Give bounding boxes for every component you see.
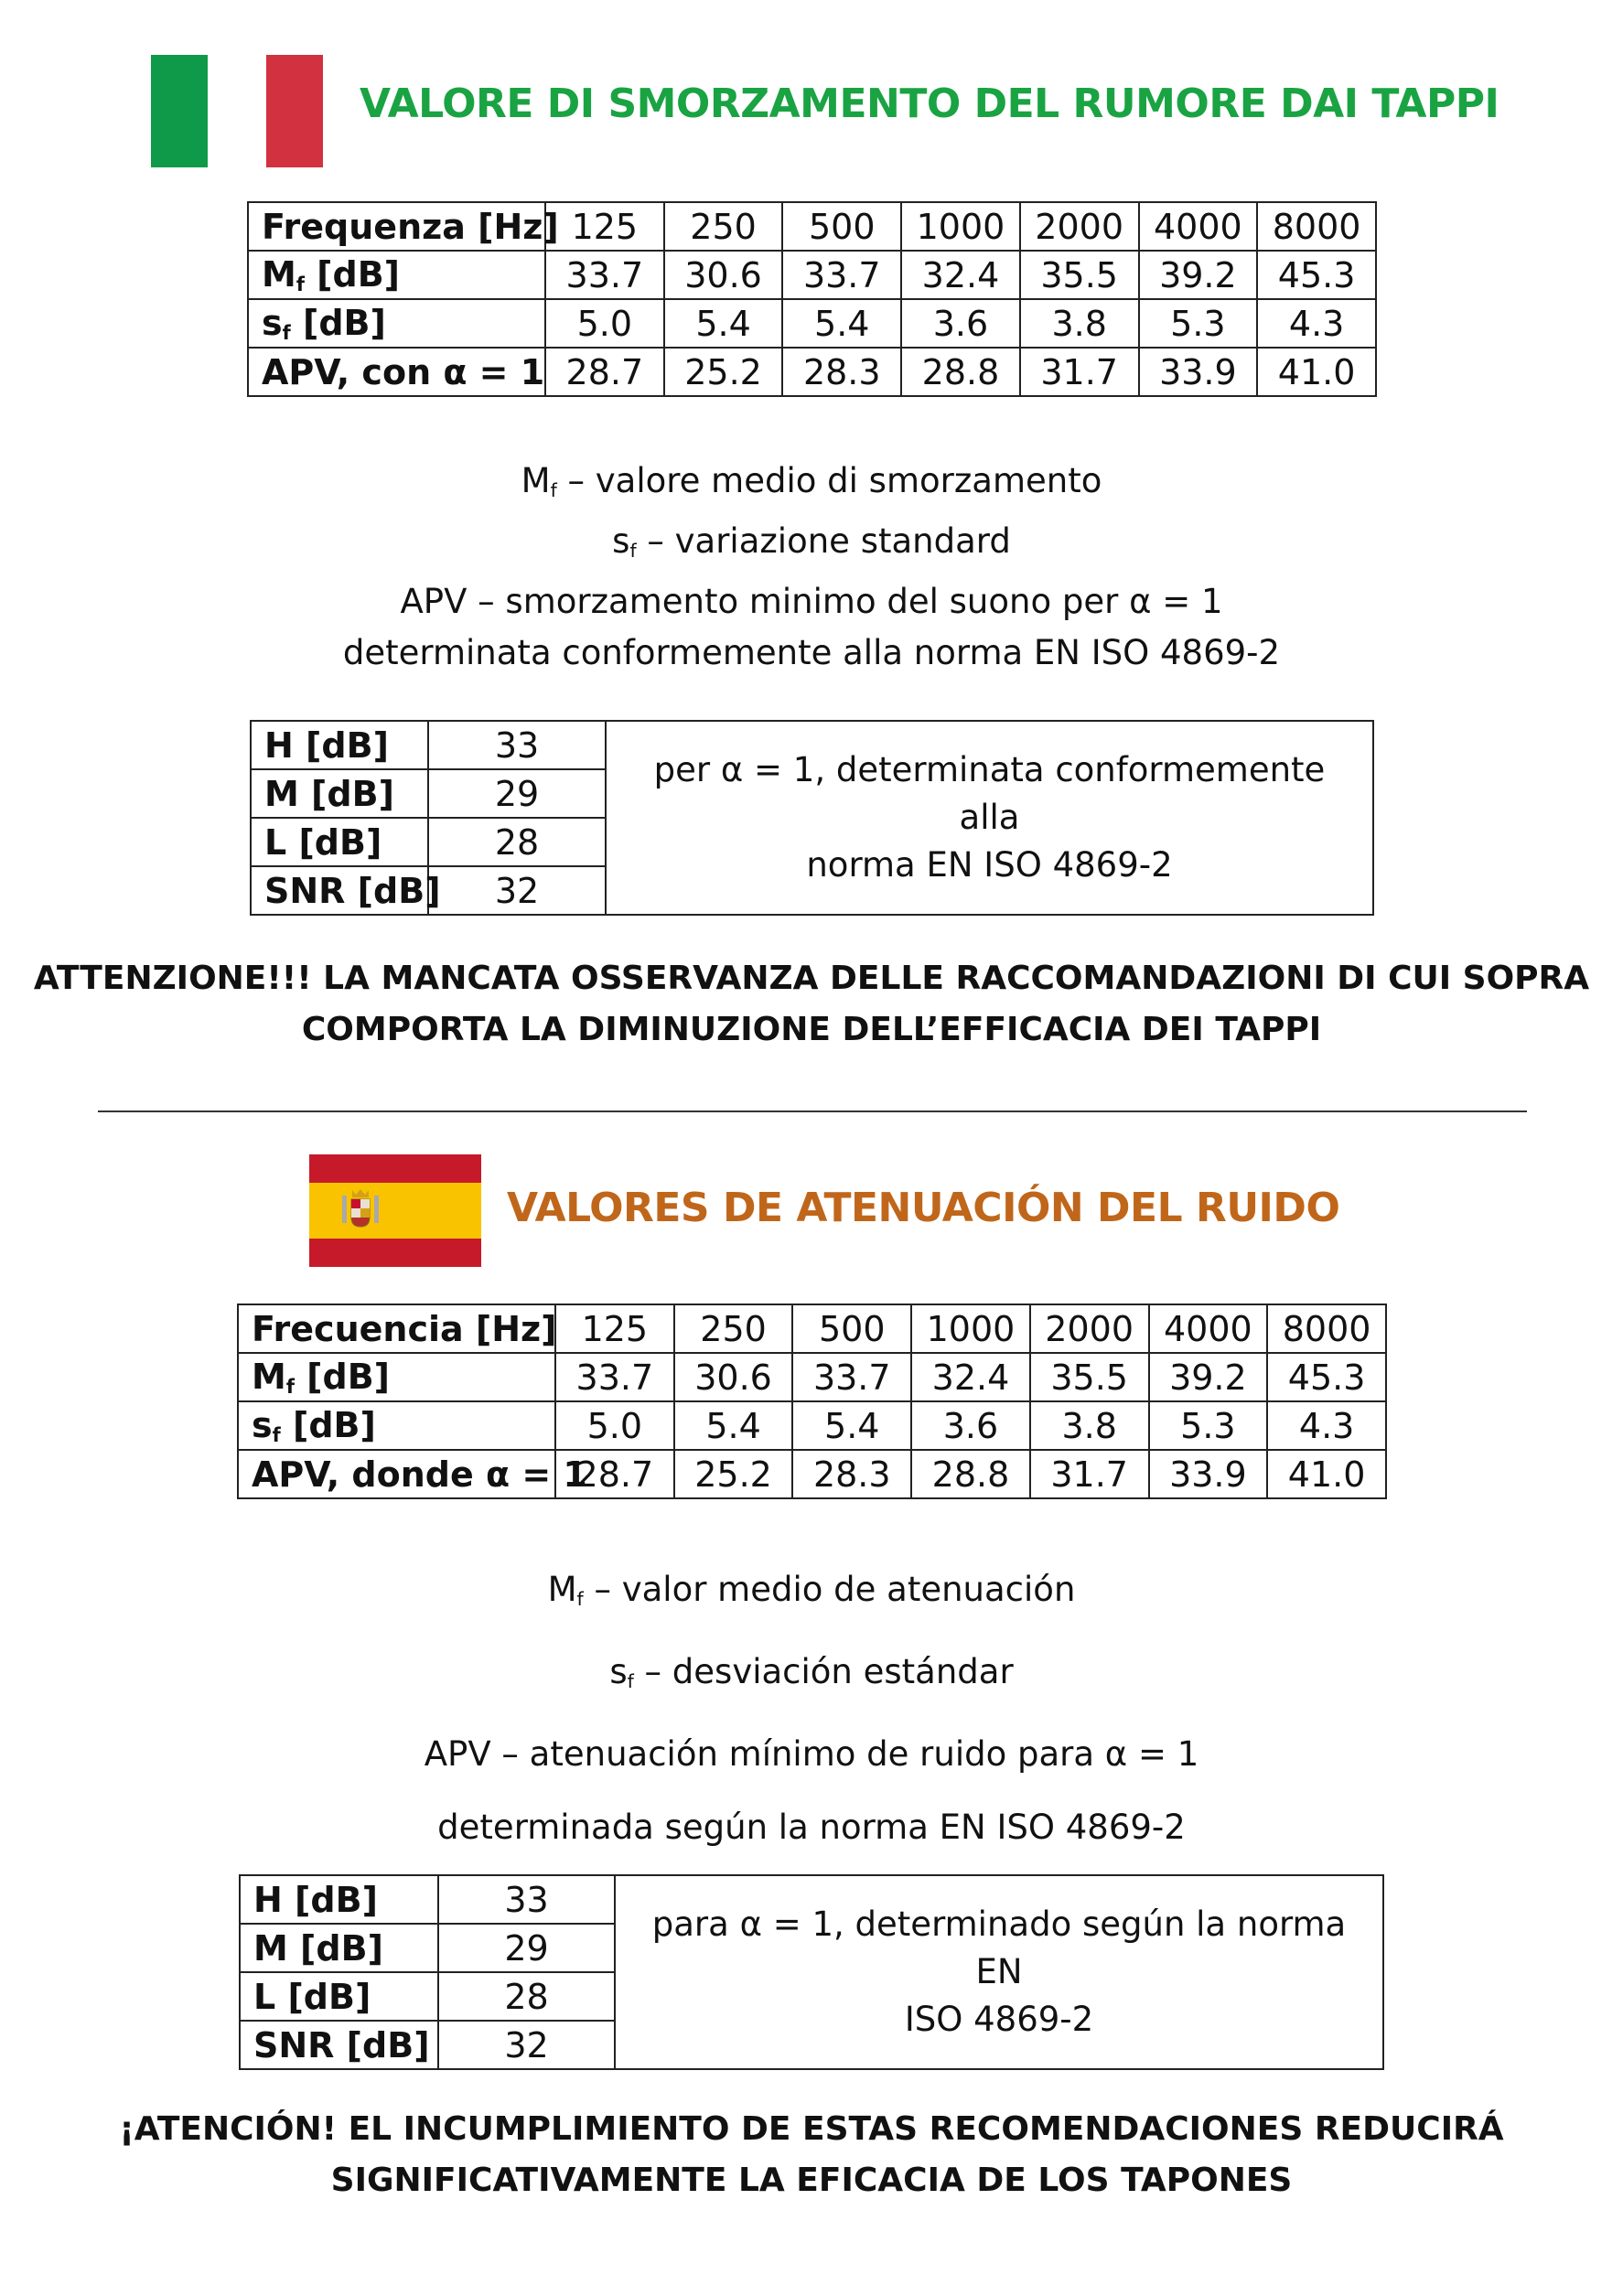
legend-text: – variazione standard <box>636 521 1011 562</box>
table-row <box>248 348 1376 396</box>
row-label-sf <box>248 299 545 348</box>
table-row <box>238 1450 1386 1498</box>
snr-note <box>615 1875 1383 2069</box>
table-header-cell: 4000 <box>1139 202 1258 251</box>
legend-symbol: s <box>609 1652 628 1692</box>
table-row <box>238 1353 1386 1401</box>
warning-line: ¡ATENCIÓN! EL INCUMPLIMIENTO DE ESTAS RECOMENDACIONES REDUCIRÁ <box>119 2110 1504 2148</box>
table-cell: 41.0 <box>1267 1450 1386 1498</box>
warning-line: ATTENZIONE!!! LA MANCATA OSSERVANZA DELLE RACCOMANDAZIONI DI CUI SOPRA <box>33 960 1590 997</box>
spanish-snr-table <box>239 1874 1384 2070</box>
warning-line: SIGNIFICATIVAMENTE LA EFICACIA DE LOS TAPONES <box>330 2162 1293 2199</box>
snr-value: 32 <box>438 2021 615 2069</box>
legend-text: – valor medio de atenuación <box>583 1570 1076 1609</box>
table-cell: 33.7 <box>792 1353 911 1401</box>
label-subscript: f <box>272 1424 281 1447</box>
warning-line: COMPORTA LA DIMINUZIONE DELL’EFFICACIA DEI TAPPI <box>301 1011 1322 1048</box>
row-label-apv: APV, donde α = 1 <box>238 1450 555 1498</box>
snr-note-line: per α = 1, determinata conformemente alla <box>653 750 1326 837</box>
table-cell: 25.2 <box>674 1450 793 1498</box>
spanish-title: VALORES DE ATENUACIÓN DEL RUIDO <box>507 1185 1340 1231</box>
table-header-cell: 1000 <box>901 202 1020 251</box>
table-cell: 3.8 <box>1030 1401 1149 1450</box>
table-header-cell: Frecuencia [Hz] <box>238 1304 555 1353</box>
table-cell: 5.4 <box>664 299 783 348</box>
table-cell: 3.6 <box>911 1401 1030 1450</box>
table-cell: 33.7 <box>555 1353 674 1401</box>
legend-symbol: M <box>521 461 551 500</box>
table-cell: 30.6 <box>674 1353 793 1401</box>
table-header-cell: 250 <box>664 202 783 251</box>
snr-label: SNR [dB] <box>240 2021 438 2069</box>
legend-subscript: f <box>550 479 557 502</box>
legend-line-apv: APV – atenuación mínimo de ruido para α = 1 <box>424 1734 1199 1775</box>
table-cell: 45.3 <box>1267 1353 1386 1401</box>
snr-label: H [dB] <box>240 1875 438 1924</box>
legend-line-norm: determinada según la norma EN ISO 4869-2 <box>437 1808 1186 1848</box>
table-cell: 5.4 <box>792 1401 911 1450</box>
legend-subscript: f <box>627 1670 634 1693</box>
table-cell: 33.9 <box>1139 348 1258 396</box>
legend-subscript: f <box>576 1588 584 1611</box>
legend-line-mf <box>0 456 1623 516</box>
table-row <box>248 202 1376 251</box>
label-unit: [dB] <box>304 253 401 295</box>
label-unit: [dB] <box>294 1356 391 1397</box>
table-cell: 30.6 <box>664 251 783 299</box>
label-subscript: f <box>285 1376 295 1399</box>
snr-label: M [dB] <box>240 1924 438 1972</box>
table-cell: 5.3 <box>1149 1401 1268 1450</box>
spanish-warning <box>0 2104 1623 2206</box>
table-cell: 32.4 <box>911 1353 1030 1401</box>
snr-label: M [dB] <box>251 769 428 818</box>
snr-note-line: ISO 4869-2 <box>904 2000 1094 2039</box>
row-label-apv: APV, con α = 1 <box>248 348 545 396</box>
snr-note-line: para α = 1, determinado según la norma EN <box>651 1904 1347 1991</box>
snr-label: SNR [dB] <box>251 866 428 915</box>
snr-value: 32 <box>428 866 606 915</box>
table-row <box>251 721 1373 769</box>
table-header-cell: 500 <box>792 1304 911 1353</box>
table-row <box>240 1875 1383 1924</box>
table-cell: 45.3 <box>1257 251 1376 299</box>
table-cell: 5.3 <box>1139 299 1258 348</box>
row-label-mf <box>248 251 545 299</box>
table-header-cell: 500 <box>782 202 901 251</box>
table-header-cell: 2000 <box>1030 1304 1149 1353</box>
table-header-cell: Frequenza [Hz] <box>248 202 545 251</box>
legend-line-mf <box>0 1553 1623 1636</box>
table-header-cell: 250 <box>674 1304 793 1353</box>
table-cell: 28.3 <box>792 1450 911 1498</box>
label-unit: [dB] <box>290 302 386 343</box>
legend-symbol: s <box>612 521 630 562</box>
legend-text: – desviación estándar <box>633 1652 1014 1692</box>
table-row <box>238 1304 1386 1353</box>
table-cell: 28.7 <box>545 348 664 396</box>
label-symbol: M <box>262 253 296 295</box>
table-header-cell: 1000 <box>911 1304 1030 1353</box>
snr-label: H [dB] <box>251 721 428 769</box>
table-cell: 33.9 <box>1149 1450 1268 1498</box>
table-cell: 25.2 <box>664 348 783 396</box>
spain-flag-icon <box>309 1154 481 1267</box>
table-cell: 3.6 <box>901 299 1020 348</box>
table-cell: 39.2 <box>1139 251 1258 299</box>
legend-symbol: M <box>547 1570 577 1609</box>
snr-value: 29 <box>438 1924 615 1972</box>
spain-coat-of-arms-icon <box>340 1186 381 1234</box>
label-symbol: s <box>262 302 283 343</box>
table-row <box>238 1401 1386 1450</box>
table-cell: 41.0 <box>1257 348 1376 396</box>
table-cell: 28.7 <box>555 1450 674 1498</box>
label-subscript: f <box>296 274 305 296</box>
table-cell: 5.4 <box>782 299 901 348</box>
table-cell: 5.0 <box>545 299 664 348</box>
table-cell: 5.4 <box>674 1401 793 1450</box>
table-cell: 4.3 <box>1257 299 1376 348</box>
table-cell: 28.8 <box>901 348 1020 396</box>
table-cell: 39.2 <box>1149 1353 1268 1401</box>
table-header-cell: 8000 <box>1267 1304 1386 1353</box>
snr-note-line: norma EN ISO 4869-2 <box>806 845 1173 885</box>
legend-line-sf <box>0 516 1623 576</box>
table-cell: 28.8 <box>911 1450 1030 1498</box>
table-cell: 31.7 <box>1020 348 1139 396</box>
italian-warning <box>0 953 1623 1056</box>
table-cell: 31.7 <box>1030 1450 1149 1498</box>
table-row <box>248 299 1376 348</box>
table-header-cell: 4000 <box>1149 1304 1268 1353</box>
italy-flag-icon <box>151 55 323 167</box>
table-cell: 3.8 <box>1020 299 1139 348</box>
table-cell: 28.3 <box>782 348 901 396</box>
snr-label: L [dB] <box>251 818 428 866</box>
italian-attenuation-table <box>247 201 1377 397</box>
snr-value: 28 <box>428 818 606 866</box>
snr-value: 28 <box>438 1972 615 2021</box>
table-cell: 33.7 <box>545 251 664 299</box>
snr-value: 29 <box>428 769 606 818</box>
table-cell: 33.7 <box>782 251 901 299</box>
legend-text: – valore medio di smorzamento <box>556 461 1102 500</box>
table-cell: 35.5 <box>1030 1353 1149 1401</box>
table-row <box>248 251 1376 299</box>
legend-line-norm: determinata conformemente alla norma EN ISO 4869-2 <box>342 633 1281 673</box>
table-header-cell: 125 <box>545 202 664 251</box>
row-label-sf <box>238 1401 555 1450</box>
table-header-cell: 2000 <box>1020 202 1139 251</box>
label-unit: [dB] <box>280 1404 376 1445</box>
spanish-legend <box>0 1553 1623 1864</box>
table-cell: 5.0 <box>555 1401 674 1450</box>
snr-value: 33 <box>438 1875 615 1924</box>
table-cell: 32.4 <box>901 251 1020 299</box>
italian-title: VALORE DI SMORZAMENTO DEL RUMORE DAI TAPPI <box>360 80 1499 127</box>
snr-label: L [dB] <box>240 1972 438 2021</box>
table-header-cell: 8000 <box>1257 202 1376 251</box>
legend-subscript: f <box>629 540 637 563</box>
snr-value: 33 <box>428 721 606 769</box>
table-cell: 4.3 <box>1267 1401 1386 1450</box>
snr-note <box>606 721 1373 915</box>
row-label-mf <box>238 1353 555 1401</box>
italian-snr-table <box>250 720 1374 916</box>
spanish-attenuation-table <box>237 1304 1387 1499</box>
label-symbol: M <box>252 1356 286 1397</box>
italian-legend <box>0 456 1623 679</box>
label-symbol: s <box>252 1404 273 1445</box>
table-cell: 35.5 <box>1020 251 1139 299</box>
table-header-cell: 125 <box>555 1304 674 1353</box>
legend-line-sf <box>0 1636 1623 1718</box>
label-subscript: f <box>282 322 291 345</box>
section-divider <box>98 1110 1527 1112</box>
legend-line-apv: APV – smorzamento minimo del suono per α = 1 <box>400 582 1223 622</box>
